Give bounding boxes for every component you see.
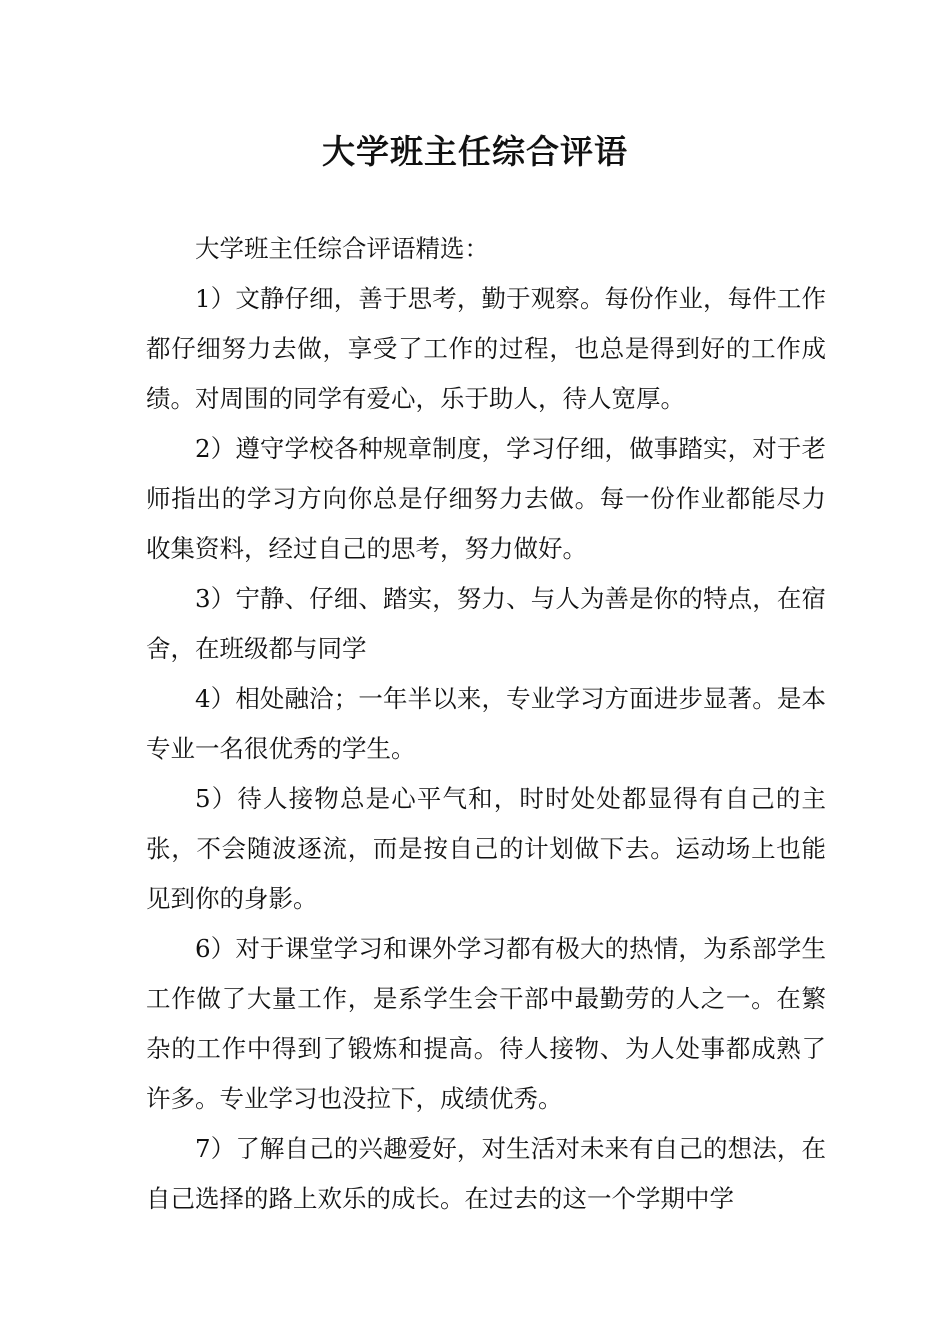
comment-paragraph-2: 2）遵守学校各种规章制度，学习仔细，做事踏实，对于老师指出的学习方向你总是仔细努力去做。每一份作业都能尽力收集资料，经过自己的思考，努力做好。 [146,434,826,563]
comment-paragraph-1: 1）文静仔细，善于思考，勤于观察。每份作业，每件工作都仔细努力去做，享受了工作的过程，也总是得到好的工作成绩。对周围的同学有爱心，乐于助人，待人宽厚。 [146,284,826,413]
comment-paragraph-7: 7）了解自己的兴趣爱好，对生活对未来有自己的想法，在自己选择的路上欢乐的成长。在过去的这一个学期中学 [146,1134,826,1213]
comment-paragraph-3: 3）宁静、仔细、踏实，努力、与人为善是你的特点，在宿舍，在班级都与同学 [146,584,826,663]
page-title: 大学班主任综合评语 [322,132,628,171]
document-body [146,224,826,1224]
comment-paragraph-4: 4）相处融洽；一年半以来，专业学习方面进步显著。是本专业一名很优秀的学生。 [146,684,826,763]
intro-paragraph: 大学班主任综合评语精选： [195,234,489,263]
comment-paragraph-6: 6）对于课堂学习和课外学习都有极大的热情，为系部学生工作做了大量工作，是系学生会干部中最勤劳的人之一。在繁杂的工作中得到了锻炼和提高。待人接物、为人处事都成熟了许多。专业学习也没拉下，成绩优秀。 [146,934,826,1113]
comment-paragraph-5: 5）待人接物总是心平气和，时时处处都显得有自己的主张，不会随波逐流，而是按自己的计划做下去。运动场上也能见到你的身影。 [146,784,826,913]
